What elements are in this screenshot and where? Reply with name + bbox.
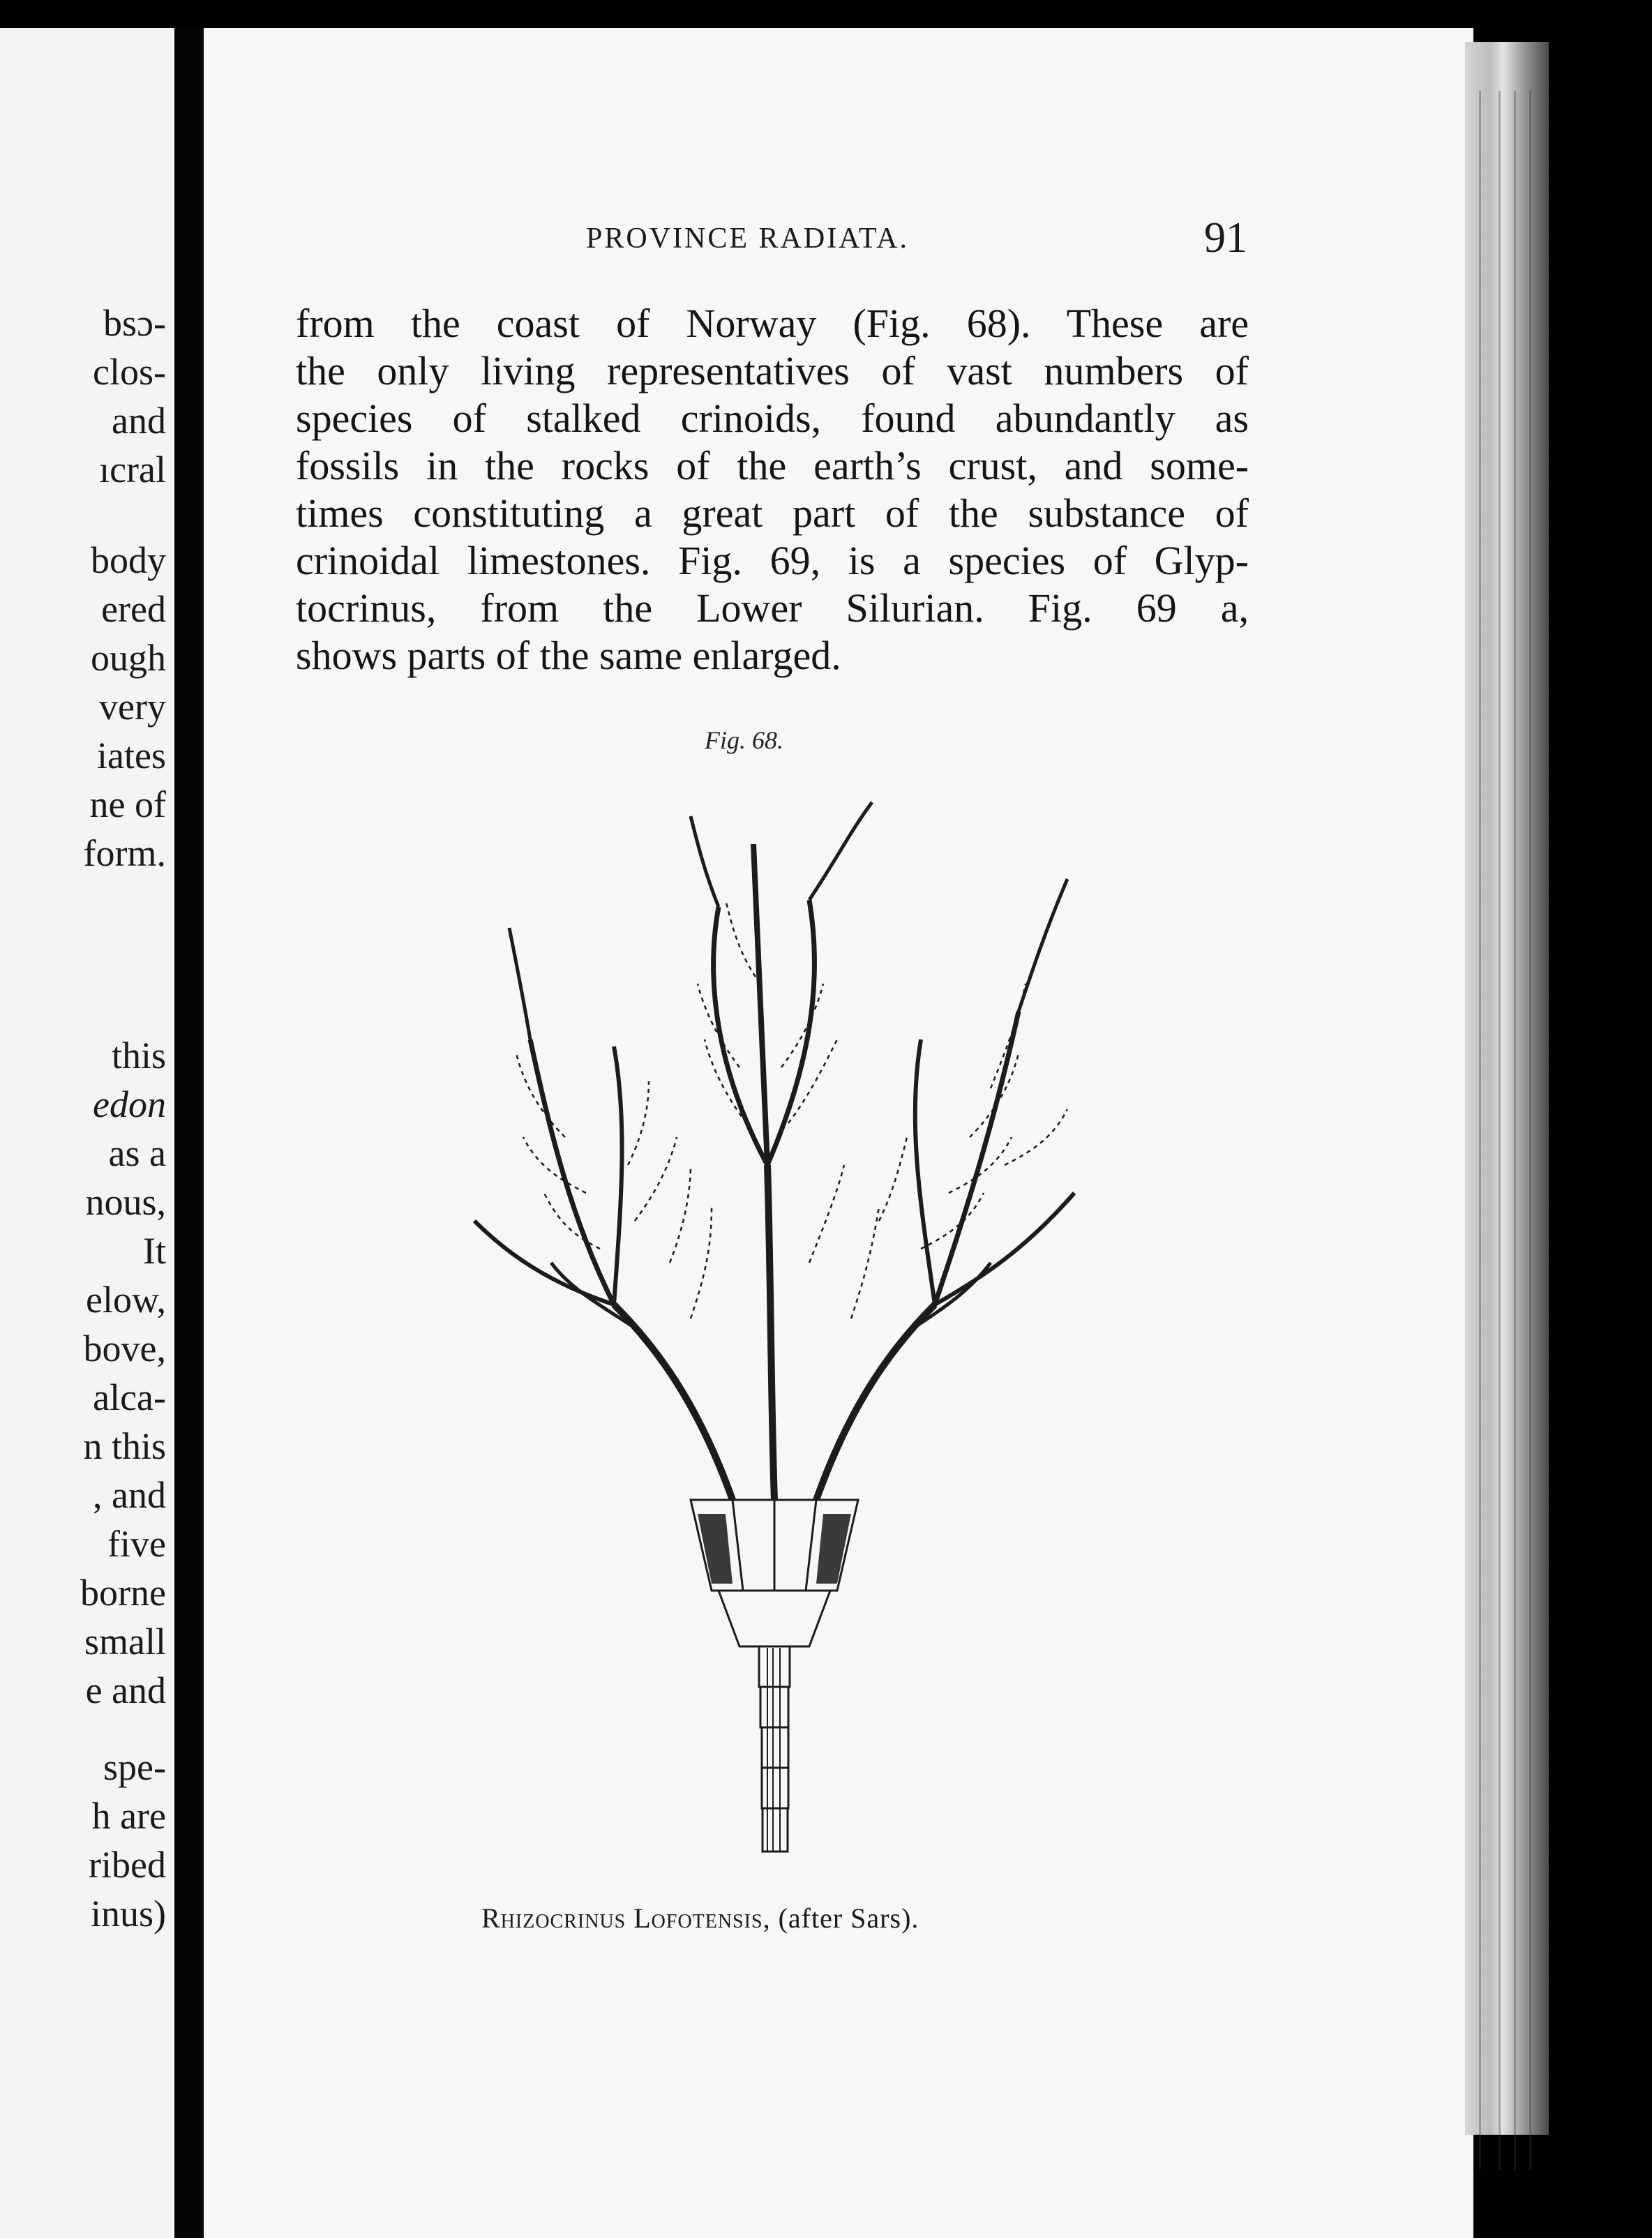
left-page-line: e and — [85, 1669, 166, 1711]
left-page-line: ribed — [89, 1844, 166, 1886]
stem-segment — [763, 1808, 788, 1852]
left-page-line: small — [84, 1621, 166, 1662]
left-page-line: iates — [97, 735, 166, 776]
body-line: from the coast of Norway (Fig. 68). These are — [296, 301, 1249, 346]
body-line: shows parts of the same enlarged. — [296, 633, 841, 678]
left-page-line: and — [112, 400, 166, 442]
left-page-line: h are — [91, 1795, 166, 1837]
stem-segment — [759, 1646, 790, 1687]
calyx — [719, 1591, 830, 1646]
body-line: times constituting a great part of the substance of — [296, 490, 1249, 536]
body-line: fossils in the rocks of the earth’s crust, and some- — [296, 443, 1249, 488]
stem-segment — [762, 1768, 788, 1808]
left-page-line: edon — [93, 1083, 166, 1125]
left-page-line: ıcral — [99, 449, 166, 490]
left-page-line: elow, — [86, 1279, 166, 1321]
body-line: species of stalked crinoids, found abundantly as — [296, 396, 1249, 441]
left-page-line: very — [99, 686, 166, 728]
left-page-line: spe- — [103, 1746, 166, 1788]
left-page-line: body — [91, 539, 166, 581]
figure-label: Fig. 68. — [705, 726, 783, 754]
left-page-line: ne of — [89, 783, 166, 825]
left-page-line: five — [107, 1523, 166, 1565]
stem-segment — [760, 1687, 788, 1727]
left-page-line: It — [143, 1230, 166, 1272]
page-stack-edge — [1465, 42, 1549, 2135]
running-head: PROVINCE RADIATA. — [586, 223, 909, 255]
left-page-line: borne — [80, 1572, 166, 1614]
left-page-line: n this — [83, 1425, 166, 1467]
caption-species-name: Rhizocrinus Lofotensis, — [481, 1902, 771, 1934]
left-page-line: alca- — [93, 1376, 166, 1418]
body-line: crinoidal limestones. Fig. 69, is a species of Glyp- — [296, 538, 1249, 583]
left-page-line: inus) — [91, 1893, 166, 1935]
stem-segment — [762, 1727, 788, 1768]
body-line: tocrinus, from the Lower Silurian. Fig. 69 a, — [296, 585, 1249, 631]
crinoid-illustration — [391, 774, 1130, 1877]
page-number: 91 — [1204, 214, 1247, 262]
left-page-line: nous, — [85, 1181, 166, 1223]
book-gutter — [174, 28, 204, 2238]
left-page-line: bove, — [83, 1328, 166, 1369]
left-page-line: this — [111, 1035, 166, 1076]
left-page-line: as a — [108, 1132, 166, 1174]
left-page-line: ough — [91, 637, 166, 679]
left-page-line: ered — [101, 588, 166, 630]
caption-credit: (after Sars). — [778, 1902, 919, 1934]
body-line: the only living representatives of vast numbers of — [296, 348, 1249, 393]
left-page-line: bsɔ- — [103, 302, 166, 344]
left-page-line: form. — [83, 832, 166, 874]
left-page-line: , and — [93, 1474, 166, 1516]
previous-page-edge — [0, 28, 174, 2238]
figure-caption — [481, 1902, 919, 1935]
left-page-line: clos- — [93, 351, 166, 393]
